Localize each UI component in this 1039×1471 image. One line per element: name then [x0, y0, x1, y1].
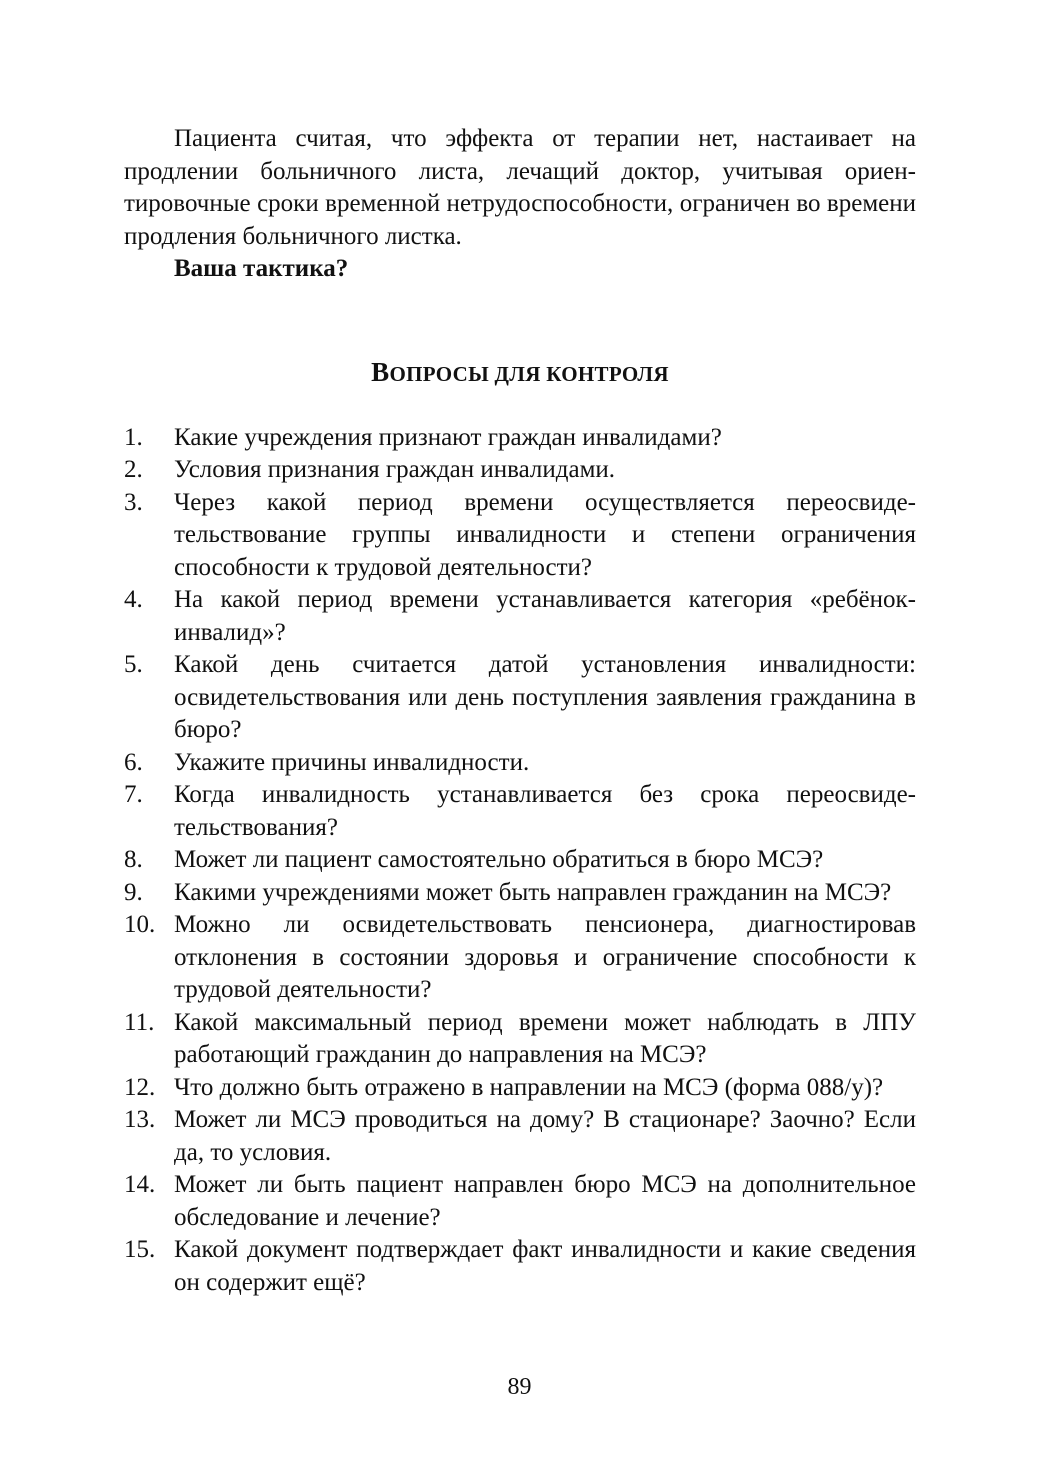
item-text: Какой документ подтверждает факт инвалидности и какие сведения он содержит ещё?	[174, 1236, 916, 1296]
item-number: 14.	[124, 1171, 156, 1198]
list-item	[124, 1104, 916, 1169]
item-number: 10.	[124, 911, 156, 938]
list-item	[124, 1234, 916, 1299]
list-item	[124, 454, 916, 487]
item-text: Какой максимальный период времени может наблюдать в ЛПУ работающий гражданин до направления на МСЭ?	[174, 1008, 916, 1068]
item-text: Может ли МСЭ проводиться на дому? В стационаре? Заочно? Если да, то условия.	[174, 1106, 916, 1166]
item-number: 2.	[124, 456, 143, 483]
item-text: Какие учреждения признают граждан инвалидами?	[174, 423, 722, 451]
item-number: 9.	[124, 878, 143, 906]
item-number: 4.	[124, 586, 143, 613]
list-item	[124, 844, 916, 877]
item-text: Какой день считается датой установления инвалидности: освидетельствования или день поступления заявления гражданина в бюро?	[174, 651, 916, 743]
section-title-rest: ОПРОСЫ ДЛЯ КОНТРОЛЯ	[389, 361, 669, 386]
item-number: 8.	[124, 846, 143, 873]
item-number: 15.	[124, 1236, 156, 1263]
list-item	[124, 1007, 916, 1072]
item-text: Может ли пациент самостоятельно обратиться в бюро МСЭ?	[174, 846, 824, 873]
list-item	[124, 649, 916, 747]
list-item	[124, 747, 916, 780]
item-text: Может ли быть пациент направлен бюро МСЭ на дополнительное обследование и лечение?	[174, 1171, 916, 1231]
item-number: 13.	[124, 1106, 156, 1133]
section-title-capital: В	[371, 356, 390, 387]
item-number: 11.	[124, 1008, 155, 1036]
item-text: Можно ли освидетельствовать пенсионера, диагностировав отклонения в состоянии здоровья и ограничение способности к трудовой деятельности?	[174, 911, 916, 1003]
item-number: 7.	[124, 781, 143, 808]
list-item	[124, 487, 916, 585]
item-number: 12.	[124, 1073, 156, 1101]
item-text: Когда инвалидность устанавливается без срока переосвидетельствования?	[174, 781, 916, 841]
item-text: Через какой период времени осуществляется переосвидетельствование группы инвалидности и степени ограничения способности к трудовой деятельности?	[174, 488, 916, 581]
intro-paragraph: Пациента считая, что эффекта от терапии нет, настаивает на продлении больничного листа, лечащий доктор, учитывая ориентировочные сроки временной нетрудоспособности, ограничен во времени продления больничного листка.	[124, 125, 916, 250]
list-item	[124, 1169, 916, 1234]
list-item	[124, 877, 916, 910]
list-item	[124, 1072, 916, 1105]
item-number: 6.	[124, 748, 143, 776]
item-text: Какими учреждениями может быть направлен гражданин на МСЭ?	[174, 878, 892, 906]
page-number: 89	[507, 1374, 532, 1400]
page-content	[124, 123, 916, 1299]
item-number: 1.	[124, 423, 143, 451]
item-number: 3.	[124, 488, 143, 516]
list-item	[124, 909, 916, 1007]
list-item	[124, 779, 916, 844]
item-number: 5.	[124, 651, 143, 678]
list-item	[124, 422, 916, 455]
item-text: На какой период времени устанавливается категория «ребёнок-инвалид»?	[174, 586, 916, 646]
list-item	[124, 584, 916, 649]
tactic-question: Ваша тактика?	[174, 255, 349, 282]
section-title	[124, 356, 916, 390]
questions-list	[124, 422, 916, 1300]
item-text: Что должно быть отражено в направлении на МСЭ (форма 088/у)?	[174, 1073, 884, 1101]
item-text: Укажите причины инвалидности.	[174, 748, 530, 776]
item-text: Условия признания граждан инвалидами.	[174, 456, 616, 483]
